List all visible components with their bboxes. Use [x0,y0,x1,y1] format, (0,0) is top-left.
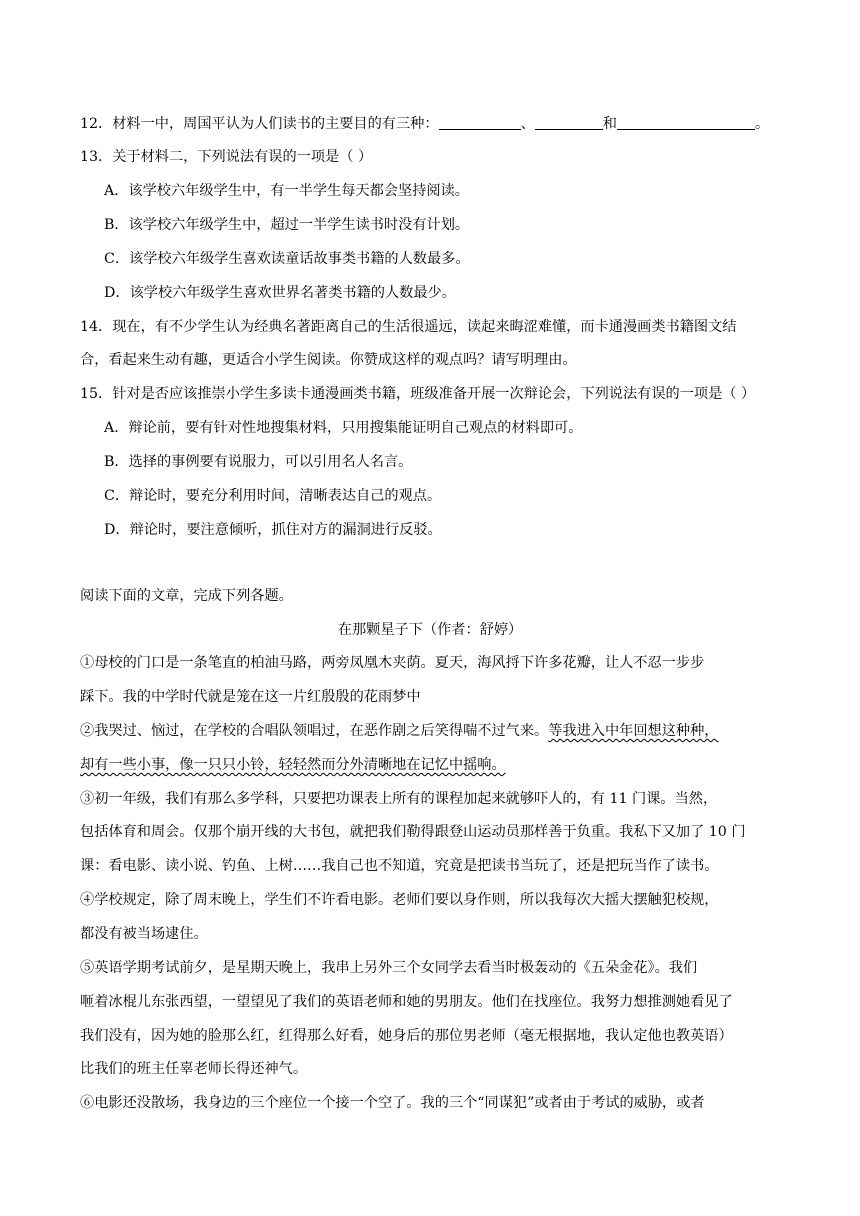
question-12-text: 12．材料一中，周国平认为人们读书的主要目的有三种： [80,116,439,132]
question-14-line-1: 14．现在，有不少学生认为经典名著距离自己的生活很遥远，读起来晦涩难懂，而卡通漫画类书籍图文结 [80,319,737,335]
paragraph-2-line-2 [80,755,506,775]
article-title: 在那颗星子下（作者：舒婷） [337,622,523,638]
question-12 [80,114,769,134]
separator: 、 [520,116,535,132]
paragraph-2-line-1 [80,721,718,741]
separator: 和 [602,116,617,132]
reading-instruction: 阅读下面的文章，完成下列各题。 [80,588,293,604]
question-15-option-c[interactable]: C．辩论时，要充分利用时间，清晰表达自己的观点。 [104,488,442,504]
paragraph-3-line-3: 课：看电影、读小说、钓鱼、上树……我自己也不知道，究竟是把读书当玩了，还是把玩当作了读书。 [80,858,719,874]
question-13-option-b[interactable]: B．该学校六年级学生中，超过一半学生读书时没有计划。 [104,217,470,233]
question-13-option-a[interactable]: A．该学校六年级学生中，有一半学生每天都会坚持阅读。 [104,183,469,199]
paragraph-3-line-2: 包括体育和周会。仅那个崩开线的大书包，就把我们勒得跟登山运动员那样善于负重。我私下又加了 10 门 [80,824,746,840]
question-15-option-a[interactable]: A．辩论前，要有针对性地搜集材料，只用搜集能证明自己观点的材料即可。 [104,420,583,436]
period: 。 [754,116,770,132]
paragraph-3-line-1: ③初一年级，我们有那么多学科，只要把功课表上所有的课程加起来就够吓人的，有 11 门课。当然， [80,791,718,807]
question-15-stem: 15．针对是否应该推崇小学生多读卡通漫画类书籍，班级准备开展一次辩论会，下列说法有误的一项是（ ） [80,386,756,402]
paragraph-4-line-2: 都没有被当场逮住。 [80,926,208,942]
underlined-sentence: 等我进入中年回想这种种， [548,723,719,739]
paragraph-5-line-1: ⑤英语学期考试前夕，是星期天晚上，我串上另外三个女同学去看当时极轰动的《五朵金花》。我们 [80,960,698,976]
paragraph-1-line-1: ①母校的门口是一条笔直的柏油马路，两旁凤凰木夹荫。夏天，海风捋下许多花瓣，让人不忍一步步 [80,655,705,671]
underlined-sentence: 却有一些小事，像一只只小铃，轻轻然而分外清晰地在记忆中摇响。 [80,757,506,773]
paragraph-5-line-3: 我们没有，因为她的脸那么红，红得那么好看，她身后的那位男老师（毫无根据地，我认定他也教英语） [80,1028,733,1044]
paragraph-5-line-2: 咂着冰棍儿东张西望，一望望见了我们的英语老师和她的男朋友。他们在找座位。我努力想推测她看见了 [80,994,733,1010]
question-15-option-b[interactable]: B．选择的事例要有说服力，可以引用名人名言。 [104,454,413,470]
question-14-line-2: 合，看起来生动有趣，更适合小学生阅读。你赞成这样的观点吗？请写明理由。 [80,352,577,368]
paragraph-4-line-1: ④学校规定，除了周末晚上，学生们不许看电影。老师们要以身作则，所以我每次大摇大摆触犯校规， [80,892,719,908]
answer-blank-2[interactable] [535,115,603,130]
paragraph-2-text: ②我哭过、恼过，在学校的合唱队领唱过，在恶作剧之后笑得喘不过气来。 [80,723,549,739]
question-13-option-d[interactable]: D．该学校六年级学生喜欢世界名著类书籍的人数最少。 [104,285,456,301]
question-13-stem: 13．关于材料二，下列说法有误的一项是（ ） [80,149,373,165]
question-15-option-d[interactable]: D．辩论时，要注意倾听，抓住对方的漏洞进行反驳。 [104,522,442,538]
answer-blank-3[interactable] [617,115,755,130]
question-13-option-c[interactable]: C．该学校六年级学生喜欢读童话故事类书籍的人数最多。 [104,251,470,267]
paragraph-6-line-1: ⑥电影还没散场，我身边的三个座位一个接一个空了。我的三个“同谋犯”或者由于考试的威胁，或者 [80,1095,705,1111]
paragraph-5-line-4: 比我们的班主任辜老师长得还神气。 [80,1061,308,1077]
answer-blank-1[interactable] [439,115,521,130]
paragraph-1-line-2: 踩下。我的中学时代就是笼在这一片红殷殷的花雨梦中 [80,689,421,705]
